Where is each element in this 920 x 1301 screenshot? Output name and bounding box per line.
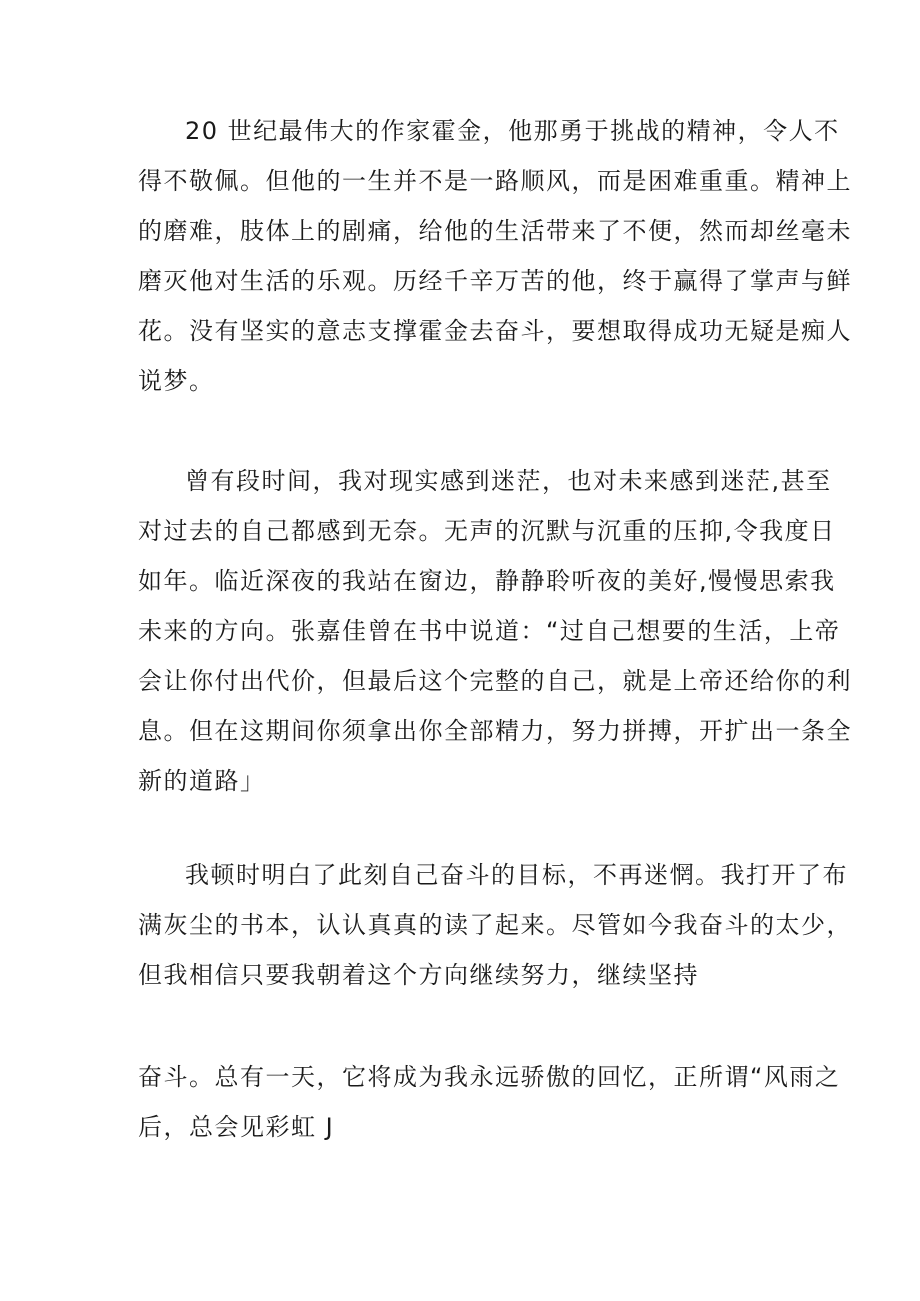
text-line: 后，总会见彩虹 J <box>138 1113 335 1141</box>
text-line: 奋斗。总有一天，它将成为我永远骄傲的回忆，正所谓“风雨之 <box>138 1063 841 1091</box>
text-line: 会让你付出代价，但最后这个完整的自己，就是上帝还给你的利 <box>138 667 852 695</box>
text-line: 花。没有坚实的意志支撑霍金去奋斗，要想取得成功无疑是痴人 <box>138 317 852 345</box>
text-line: 的磨难，肢体上的剧痛，给他的生活带来了不便，然而却丝毫未 <box>138 217 852 245</box>
text-line: 我顿时明白了此刻自己奋斗的目标，不再迷惘。我打开了布 <box>185 861 848 889</box>
text-line: 得不敬佩。但他的一生并不是一路顺风，而是困难重重。精神上 <box>138 167 852 195</box>
text-line: 未来的方向。张嘉佳曾在书中说道：“过自己想要的生活，上帝 <box>138 617 841 645</box>
text-line: 新的道路」 <box>138 767 266 795</box>
text-line: 但我相信只要我朝着这个方向继续努力，继续坚持 <box>138 961 699 989</box>
text-line: 对过去的自己都感到无奈。无声的沉默与沉重的压抑,令我度日 <box>138 517 836 545</box>
text-line: 如年。临近深夜的我站在窗边，静静聆听夜的美好,慢慢思索我 <box>138 567 836 595</box>
text-line: 20 世纪最伟大的作家霍金，他那勇于挑战的精神，令人不 <box>185 117 840 145</box>
text-line: 说梦。 <box>138 367 215 395</box>
text-line: 曾有段时间，我对现实感到迷茫，也对未来感到迷茫,甚至 <box>185 467 832 495</box>
text-line: 息。但在这期间你须拿出你全部精力，努力拼搏，开扩出一条全 <box>138 717 852 745</box>
text-line: 磨灭他对生活的乐观。历经千辛万苦的他，终于赢得了掌声与鲜 <box>138 267 852 295</box>
text-line: 满灰尘的书本，认认真真的读了起来。尽管如今我奋斗的太少， <box>138 911 852 939</box>
